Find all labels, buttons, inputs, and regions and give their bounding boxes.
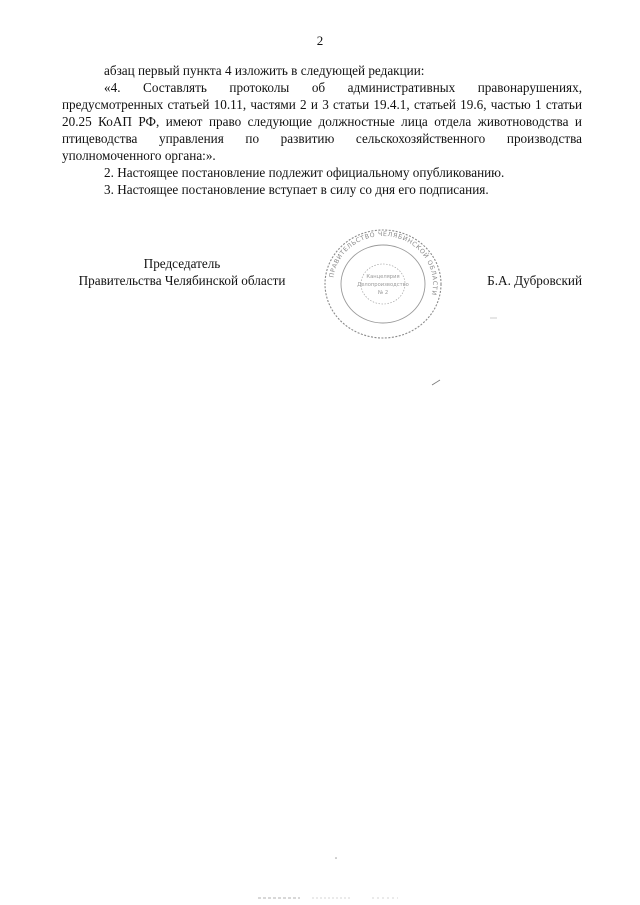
page-number: 2 xyxy=(316,33,324,48)
paragraph-intro: абзац первый пункта 4 изложить в следующей редакции: xyxy=(104,63,425,78)
paragraph-effective: 3. Настоящее постановление вступает в силу со дня его подписания. xyxy=(104,182,489,197)
official-seal-stamp xyxy=(320,226,446,342)
stamp-outer-text: ПРАВИТЕЛЬСТВО ЧЕЛЯБИНСКОЙ ОБЛАСТИ xyxy=(328,230,439,297)
document-body xyxy=(62,62,582,198)
signatory-title xyxy=(62,255,302,289)
stamp-inner-line1: Канцелярия xyxy=(366,274,400,280)
signatory-title-line2: Правительства Челябинской области xyxy=(78,273,286,288)
signatory-title-line1: Председатель xyxy=(143,256,221,271)
stamp-inner-line3: № 2 xyxy=(377,290,389,296)
stamp-inner-line2: Делопроизводство xyxy=(357,282,409,288)
signatory-name: Б.А. Дубровский xyxy=(487,273,582,288)
paragraph-quote: «4. Составлять протоколы об административных правонарушениях, предусмотренных статьей 10.11, частями 2 и 3 статьи 19.4.1, статьей 19.6, частью 1 статьи 20.25 КоАП РФ, имеют право следующие должностные лица отдела животноводства и птицеводства управления по развитию сельскохозяйственного производства уполномоченного органа:». xyxy=(62,80,582,163)
paragraph-publication: 2. Настоящее постановление подлежит официальному опубликованию. xyxy=(104,165,505,180)
